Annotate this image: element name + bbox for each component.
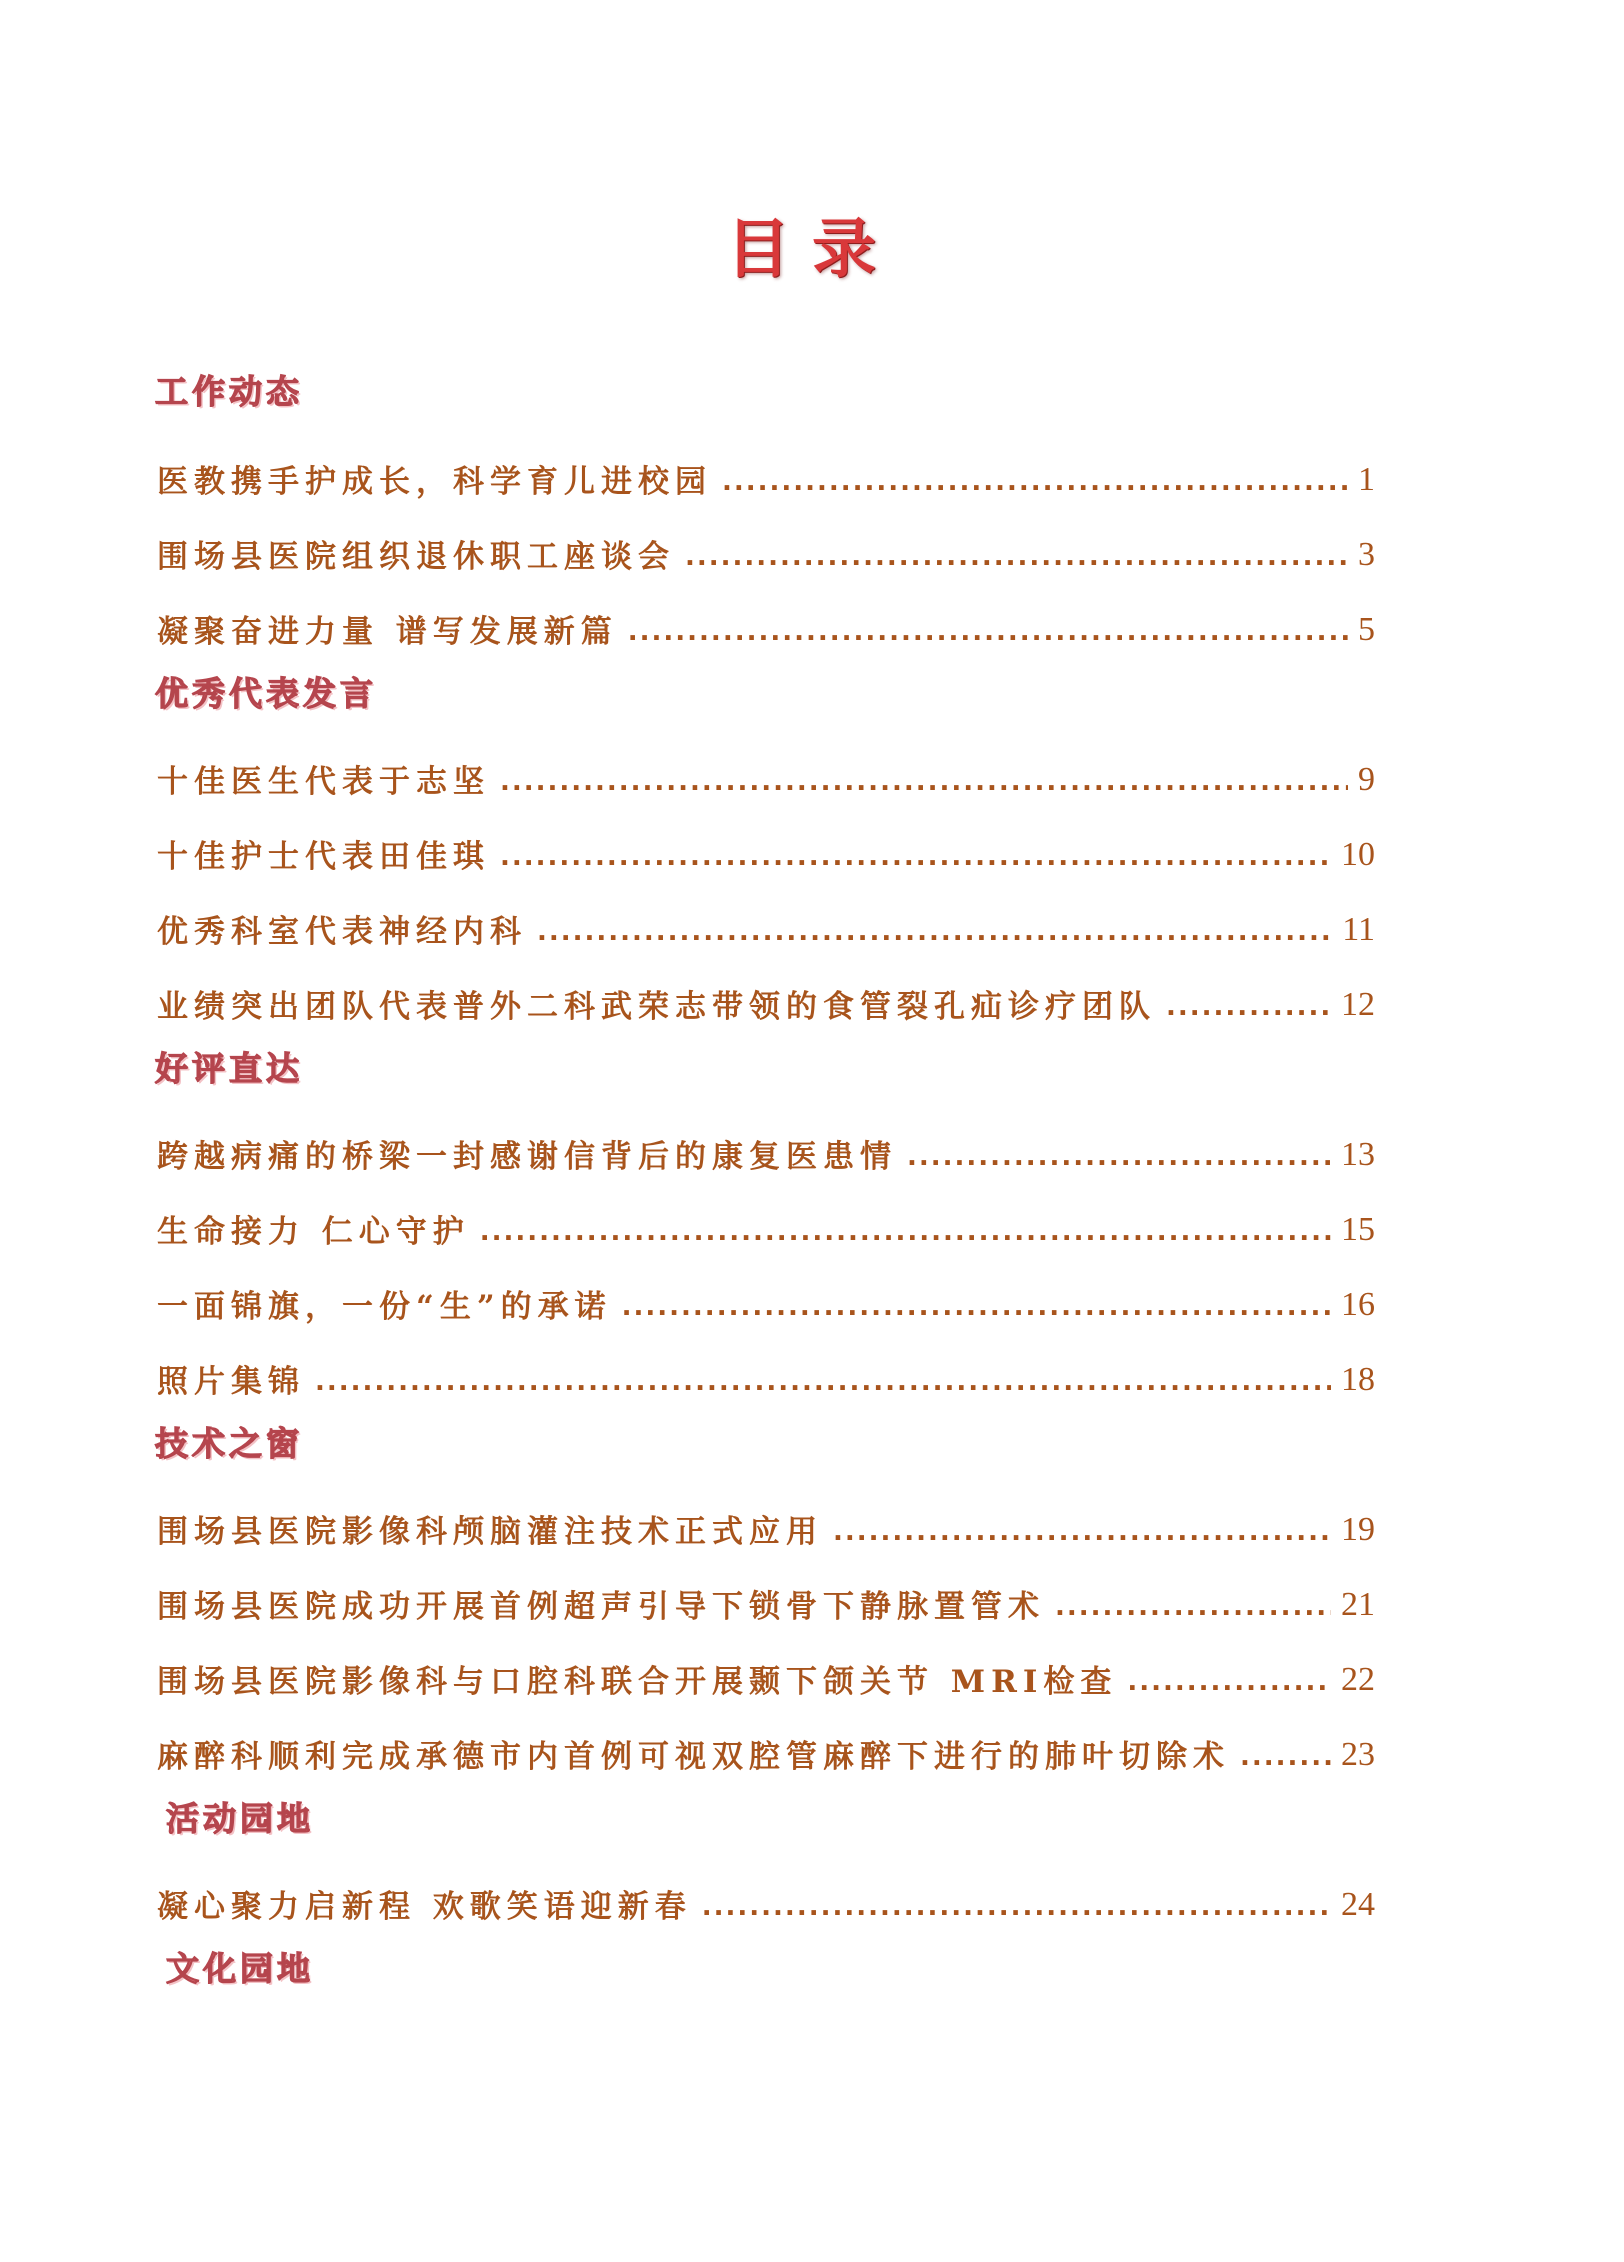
page-number: 16 <box>1341 1286 1375 1323</box>
toc-entry[interactable] <box>157 893 1375 951</box>
toc-entry[interactable] <box>157 443 1375 501</box>
dot-leader <box>500 769 1348 801</box>
toc-entry[interactable] <box>157 1643 1375 1701</box>
dot-leader <box>833 1519 1331 1551</box>
dot-leader <box>685 544 1348 576</box>
entry-title: 跨越病痛的桥梁一封感谢信背后的康复医患情 <box>157 1139 897 1175</box>
page-number: 1 <box>1358 461 1375 498</box>
entry-title: 麻醉科顺利完成承德市内首例可视双腔管麻醉下进行的肺叶切除术 <box>157 1739 1230 1775</box>
section-heading: 工作动态 <box>155 372 303 411</box>
dot-leader <box>907 1144 1331 1176</box>
page-number: 21 <box>1341 1586 1375 1623</box>
dot-leader <box>628 619 1348 651</box>
dot-leader <box>1166 994 1331 1026</box>
entry-title: 十佳护士代表田佳琪 <box>157 839 490 875</box>
page-number: 5 <box>1358 611 1375 648</box>
entry-title: 业绩突出团队代表普外二科武荣志带领的食管裂孔疝诊疗团队 <box>157 989 1156 1025</box>
page-number: 18 <box>1341 1361 1375 1398</box>
toc-entry[interactable] <box>157 743 1375 801</box>
toc-entry[interactable] <box>157 1268 1375 1326</box>
entry-title: 医教携手护成长，科学育儿进校园 <box>157 464 712 500</box>
section-heading: 文化园地 <box>166 1949 314 1988</box>
toc-entry[interactable] <box>157 818 1375 876</box>
toc-entry[interactable] <box>157 593 1375 651</box>
entry-title: 围场县医院组织退休职工座谈会 <box>157 539 675 575</box>
page-number: 15 <box>1341 1211 1375 1248</box>
entry-title: 优秀科室代表神经内科 <box>157 914 527 950</box>
dot-leader <box>622 1294 1331 1326</box>
dot-leader <box>315 1369 1331 1401</box>
section-heading: 技术之窗 <box>155 1424 303 1463</box>
page-number: 11 <box>1342 911 1375 948</box>
page-number: 3 <box>1358 536 1375 573</box>
entry-title: 围场县医院影像科颅脑灌注技术正式应用 <box>157 1514 823 1550</box>
entry-title: 围场县医院成功开展首例超声引导下锁骨下静脉置管术 <box>157 1589 1045 1625</box>
page-number: 13 <box>1341 1136 1375 1173</box>
dot-leader <box>1240 1744 1331 1776</box>
entry-title: 一面锦旗，一份“生”的承诺 <box>157 1289 612 1325</box>
toc-entry[interactable] <box>157 1493 1375 1551</box>
dot-leader <box>1055 1594 1331 1626</box>
entry-title: 围场县医院影像科与口腔科联合开展颞下颌关节 MRI检查 <box>157 1664 1118 1700</box>
section-heading: 优秀代表发言 <box>155 674 377 713</box>
page-number: 24 <box>1341 1886 1375 1923</box>
dot-leader <box>702 1894 1331 1926</box>
toc-entry[interactable] <box>157 1118 1375 1176</box>
section-heading: 好评直达 <box>155 1049 303 1088</box>
dot-leader <box>500 844 1331 876</box>
page-number: 23 <box>1341 1736 1375 1773</box>
toc-entry[interactable] <box>157 968 1375 1026</box>
entry-title: 凝聚奋进力量 谱写发展新篇 <box>157 614 618 650</box>
dot-leader <box>1127 1669 1331 1701</box>
entry-title: 生命接力 仁心守护 <box>157 1214 470 1250</box>
page-number: 9 <box>1358 761 1375 798</box>
dot-leader <box>722 469 1348 501</box>
entry-title: 照片集锦 <box>157 1364 305 1400</box>
page-title: 目录 <box>726 212 898 287</box>
page-number: 12 <box>1341 986 1375 1023</box>
entry-title: 凝心聚力启新程 欢歌笑语迎新春 <box>157 1889 692 1925</box>
toc-entry[interactable] <box>157 1568 1375 1626</box>
page-number: 10 <box>1341 836 1375 873</box>
page-number: 19 <box>1341 1511 1375 1548</box>
entry-title: 十佳医生代表于志坚 <box>157 764 490 800</box>
toc-entry[interactable] <box>157 518 1375 576</box>
toc-entry[interactable] <box>157 1868 1375 1926</box>
toc-entry[interactable] <box>157 1343 1375 1401</box>
toc-entry[interactable] <box>157 1193 1375 1251</box>
dot-leader <box>480 1219 1331 1251</box>
section-heading: 活动园地 <box>166 1799 314 1838</box>
page-number: 22 <box>1341 1661 1375 1698</box>
dot-leader <box>537 919 1332 951</box>
toc-entry[interactable] <box>157 1718 1375 1776</box>
